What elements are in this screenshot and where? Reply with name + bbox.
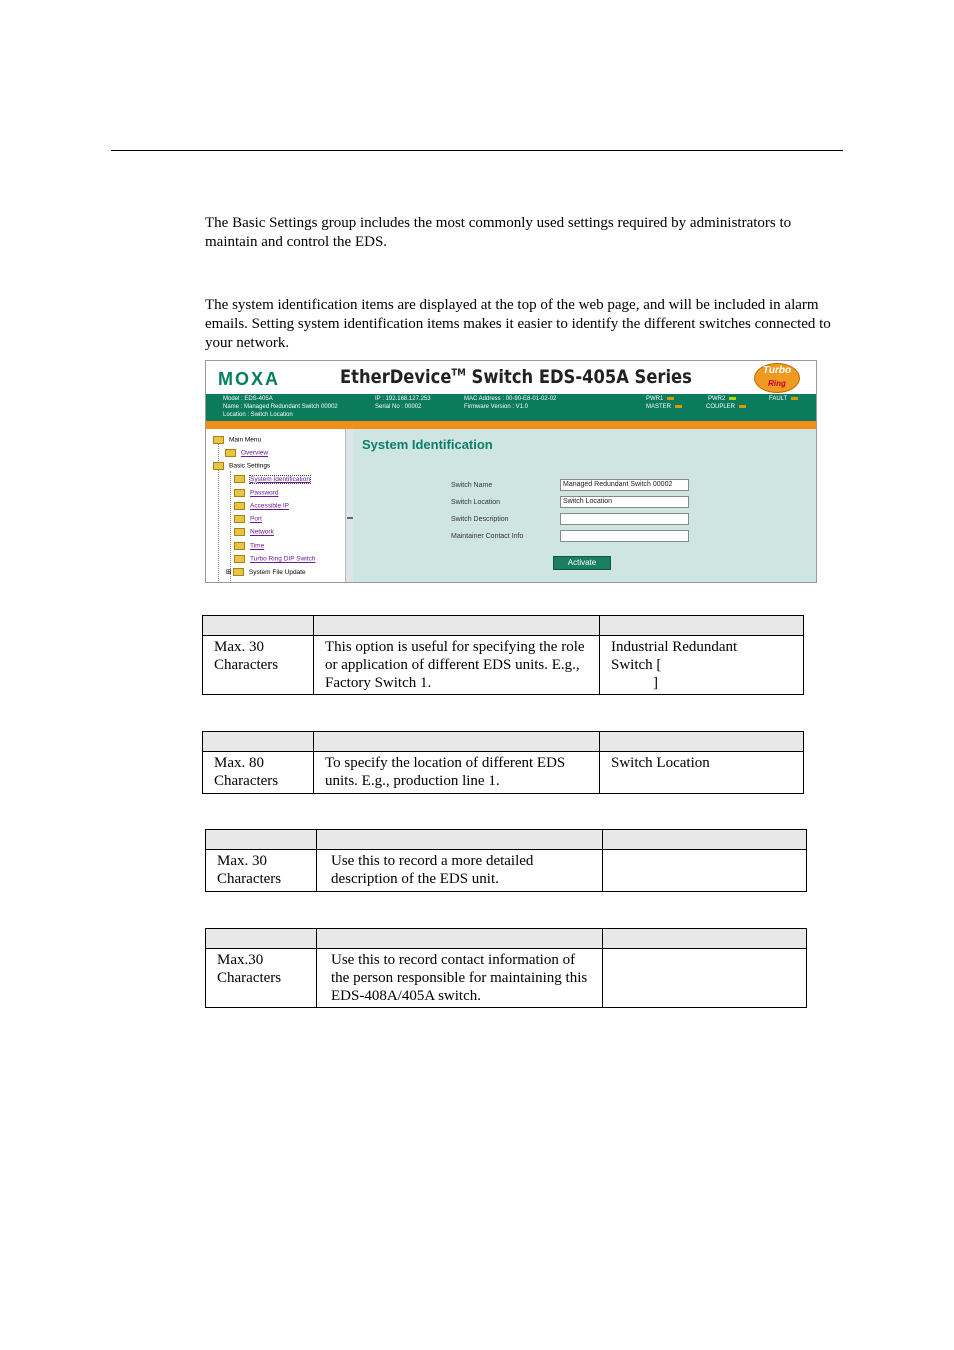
tree-item-system-identification[interactable]: System Identification [234, 475, 310, 483]
led-master [646, 404, 682, 410]
tree-system-file-update[interactable]: ⊞ System File Update [226, 569, 306, 576]
folder-icon [234, 489, 245, 497]
table-row [203, 636, 804, 695]
table-row [206, 850, 807, 892]
tree-item-accessible-ip[interactable]: Accessible IP [234, 502, 289, 510]
tree-item-network[interactable]: Network [234, 528, 274, 536]
intro-paragraph-1: The Basic Settings group includes the most commonly used settings required by administrators to maintain and control the EDS. [205, 215, 792, 250]
intro-paragraph-2: The system identification items are displayed at the top of the web page, and will be included in alarm emails. Setting system identification items makes it easier to identify the different switches connected to your network. [205, 297, 831, 351]
folder-icon [234, 555, 245, 563]
info-serial: Serial No : 00002 [375, 404, 422, 410]
description-cell: Use this to record contact information of the person responsible for maintaining this EDS-408A/405A switch. [317, 949, 603, 1008]
table-row [206, 949, 807, 1008]
led-pwr2 [708, 396, 736, 402]
folder-icon [225, 449, 236, 457]
default-cell: Industrial Redundant Switch [ ] [600, 636, 804, 695]
info-model: Model : EDS-405A [223, 396, 273, 402]
info-mac: MAC Address : 00-90-E8-01-02-02 [464, 396, 557, 402]
product-title-main: EtherDevice [340, 366, 452, 388]
tree-item-time[interactable]: Time [234, 542, 264, 550]
folder-icon [234, 502, 245, 510]
tree-overview[interactable]: Overview [225, 449, 268, 457]
info-ip: IP : 192.168.127.253 [375, 396, 431, 402]
maintainer-contact-table [205, 928, 807, 1008]
default-cell [603, 949, 807, 1008]
switch-description-label: Switch Description [451, 516, 509, 523]
folder-icon [213, 436, 224, 444]
activate-button[interactable]: Activate [553, 556, 611, 570]
turbo-ring-logo [754, 363, 800, 393]
tree-basic-settings[interactable]: Basic Settings [213, 462, 270, 470]
folder-icon [233, 568, 244, 576]
setting-cell: Max. 80 Characters [203, 752, 314, 794]
folder-icon [234, 542, 245, 550]
folder-icon [234, 528, 245, 536]
led-pwr2-label: PWR2 [708, 396, 726, 402]
trademark-mark: TM [451, 367, 466, 379]
switch-location-input[interactable]: Switch Location [560, 496, 689, 508]
switch-name-table [202, 615, 804, 695]
switch-location-table [202, 731, 804, 794]
description-cell: To specify the location of different EDS units. E.g., production line 1. [314, 752, 600, 794]
led-pwr1-label: PWR1 [646, 396, 664, 402]
folder-icon [234, 475, 245, 483]
expand-plus-icon: ⊞ [226, 569, 232, 576]
header-rule [111, 150, 843, 151]
section-title: System Identification [362, 437, 493, 452]
led-coupler [706, 404, 746, 410]
folder-icon [234, 515, 245, 523]
description-cell: Use this to record a more detailed description of the EDS unit. [317, 850, 603, 892]
led-fault-label: FAULT [769, 396, 788, 402]
tree-main-menu[interactable]: Main Menu [213, 436, 261, 444]
led-fault [769, 396, 798, 402]
led-pwr1 [646, 396, 674, 402]
setting-cell: Max. 30 Characters [206, 850, 317, 892]
default-cell: Switch Location [600, 752, 804, 794]
turbo-logo-line1: Turbo [762, 365, 792, 376]
web-console-screenshot [205, 360, 817, 583]
switch-name-label: Switch Name [451, 482, 493, 489]
orange-divider [206, 421, 816, 429]
default-cell [603, 850, 807, 892]
table-row [203, 752, 804, 794]
setting-cell: Max. 30 Characters [203, 636, 314, 695]
switch-description-table [205, 829, 807, 892]
turbo-logo-line2: Ring [768, 379, 786, 388]
moxa-logo: MOXA [218, 369, 280, 389]
device-info-bar [206, 394, 816, 421]
maintainer-contact-label: Maintainer Contact Info [451, 533, 524, 540]
description-cell: This option is useful for specifying the role or application of different EDS units. E.g., Factory Switch 1. [314, 636, 600, 695]
info-firmware: Firmware Version : V1.0 [464, 404, 529, 410]
menu-tree [206, 429, 345, 583]
tree-item-port[interactable]: Port [234, 515, 262, 523]
led-coupler-label: COUPLER [706, 404, 736, 410]
setting-cell: Max.30 Characters [206, 949, 317, 1008]
product-title-suffix: Switch EDS-405A Series [465, 366, 692, 388]
tree-item-password[interactable]: Password [234, 489, 279, 497]
maintainer-contact-input[interactable] [560, 530, 689, 542]
info-name: Name : Managed Redundant Switch 00002 [223, 404, 338, 410]
switch-description-input[interactable] [560, 513, 689, 525]
switch-location-label: Switch Location [451, 499, 501, 506]
product-title [340, 366, 692, 388]
tree-item-turbo-ring-dip[interactable]: Turbo Ring DIP Switch [234, 555, 315, 563]
console-header [206, 361, 816, 394]
led-master-label: MASTER [646, 404, 672, 410]
folder-open-icon [213, 462, 224, 470]
info-location: Location : Switch Location [223, 412, 293, 418]
switch-name-input[interactable]: Managed Redundant Switch 00002 [560, 479, 689, 491]
settings-panel [353, 429, 817, 583]
